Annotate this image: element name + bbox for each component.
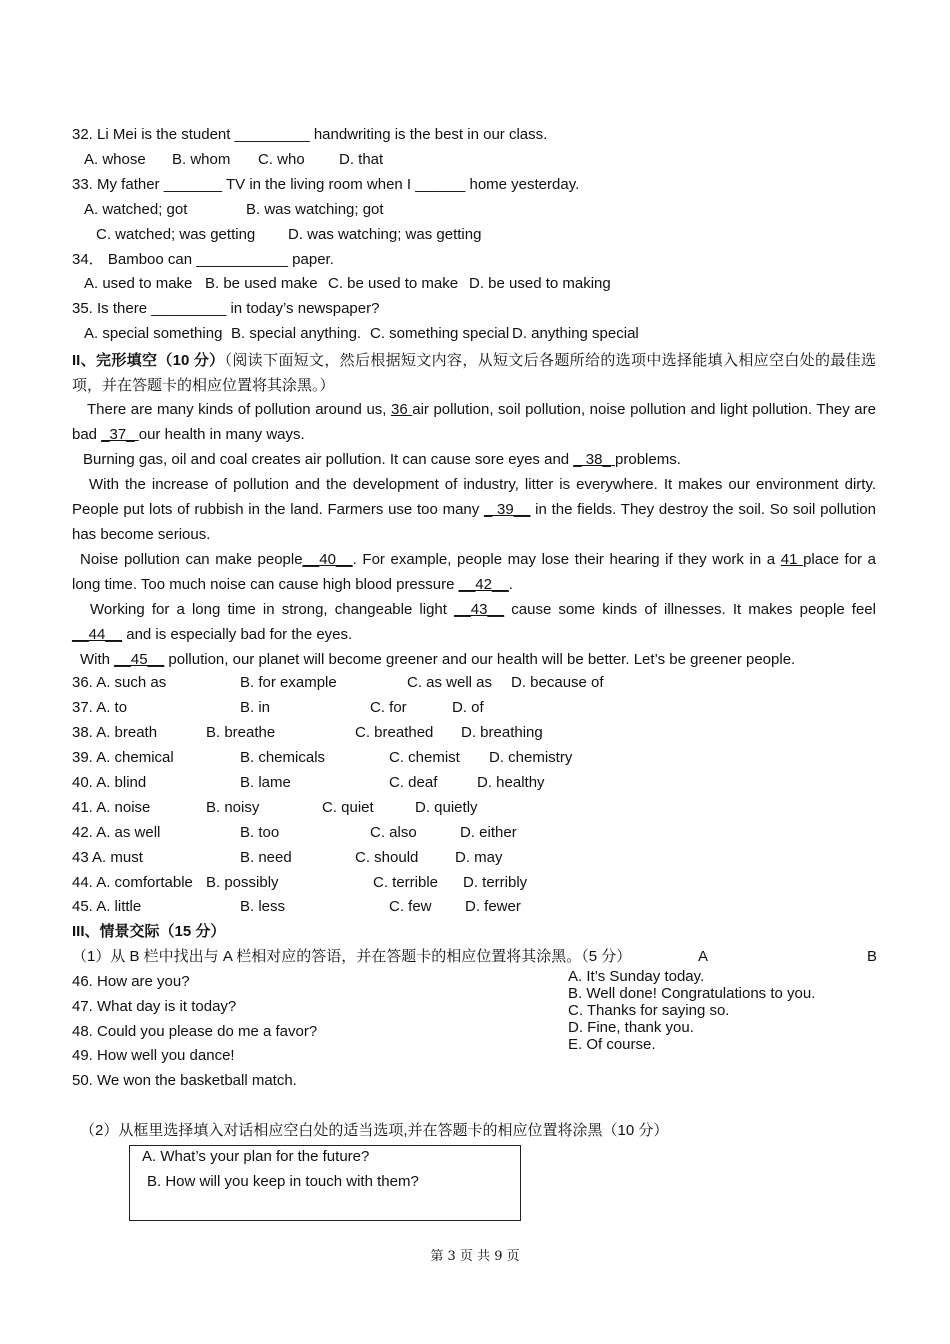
q33-option-c: C. watched; was getting (96, 226, 256, 243)
dialog-question-46: 46. How are you? (72, 973, 190, 990)
cloze-44-a: 44. A. comfortable (72, 874, 193, 891)
passage-text: cause some kinds of illnesses. It makes people feel (504, 601, 876, 618)
answer-option-d: D. Fine, thank you. (568, 1019, 694, 1036)
passage-text: place for a long time. Too much noise can cause high blood pressure (72, 551, 876, 593)
blank-41: 41 (780, 551, 804, 568)
dialog-question-48: 48. Could you please do me a favor? (72, 1023, 318, 1040)
passage-paragraph-4 (72, 547, 876, 597)
cloze-36-d: D. because of (511, 674, 604, 691)
cloze-40-d: D. healthy (477, 774, 545, 791)
box-option-a: A. What’s your plan for the future? (142, 1148, 370, 1165)
q32-option-b: B. whom (172, 151, 231, 168)
cloze-45-b: B. less (240, 898, 286, 915)
section-2-intro (72, 348, 876, 398)
q33-option-b: B. was watching; got (246, 201, 384, 218)
section-2-instruction: （阅读下面短文，然后根据短文内容，从短文后各题所给的选项中选择能填入相应空白处的最佳选项，并在答题卡的相应位置将其涂黑。） (72, 352, 876, 394)
section-3-part1-instruction: （1）从 B 栏中找出与 A 栏相对应的答语，并在答题卡的相应位置将其涂黑。（5 分） (72, 948, 632, 965)
passage-paragraph-3 (72, 472, 876, 547)
passage-text: There are many kinds of pollution around us, (87, 401, 391, 418)
section-2-heading: II、完形填空（10 分） (72, 352, 225, 369)
passage-text: in the fields. They destroy the soil. So soil pollution has become serious. (72, 501, 876, 543)
blank-43: __43__ (454, 601, 505, 618)
box-option-b: B. How will you keep in touch with them? (147, 1173, 419, 1190)
column-a-label: A (698, 948, 709, 965)
answer-option-c: C. Thanks for saying so. (568, 1002, 730, 1019)
q32-option-c: C. who (258, 151, 305, 168)
cloze-38-a: 38. A. breath (72, 724, 158, 741)
cloze-40-a: 40. A. blind (72, 774, 147, 791)
passage-text: Noise pollution can make people (80, 551, 303, 568)
cloze-42-a: 42. A. as well (72, 824, 161, 841)
cloze-45-a: 45. A. little (72, 898, 142, 915)
q34-option-d: D. be used to making (469, 275, 611, 292)
cloze-44-b: B. possibly (206, 874, 279, 891)
question-34-stem: 34． Bamboo can ___________ paper. (72, 251, 334, 268)
column-b-answers (568, 968, 815, 1053)
cloze-44-d: D. terribly (463, 874, 528, 891)
cloze-40-b: B. lame (240, 774, 291, 791)
cloze-37-d: D. of (452, 699, 484, 716)
blank-45: __45__ (114, 651, 165, 668)
cloze-42-d: D. either (460, 824, 517, 841)
passage-text: air pollution, soil pollution, noise pollution and light pollution. They are bad (72, 401, 876, 443)
passage-paragraph-2 (72, 447, 876, 472)
cloze-39-c: C. chemist (389, 749, 460, 766)
blank-39: _ 39__ (483, 501, 531, 518)
dialog-question-49: 49. How well you dance! (72, 1047, 235, 1064)
question-33-stem: 33. My father _______ TV in the living room when I ______ home yesterday. (72, 176, 580, 193)
question-32-stem: 32. Li Mei is the student _________ handwriting is the best in our class. (72, 126, 548, 143)
passage-text: pollution, our planet will become greener and our health will be better. Let’s be greener people. (164, 651, 796, 668)
cloze-43-d: D. may (455, 849, 503, 866)
q35-option-d: D. anything special (512, 325, 639, 342)
q33-option-d: D. was watching; was getting (288, 226, 482, 243)
column-b-label: B (867, 948, 878, 965)
q34-option-b: B. be used make (205, 275, 318, 292)
passage-text: . (508, 576, 513, 593)
cloze-37-c: C. for (370, 699, 407, 716)
dialog-question-50: 50. We won the basketball match. (72, 1072, 297, 1089)
cloze-41-d: D. quietly (415, 799, 478, 816)
cloze-41-b: B. noisy (206, 799, 260, 816)
passage-paragraph-5 (72, 597, 876, 647)
options-box (129, 1145, 521, 1221)
blank-42: __42__ (458, 576, 509, 593)
cloze-36-b: B. for example (240, 674, 337, 691)
cloze-39-a: 39. A. chemical (72, 749, 174, 766)
cloze-41-a: 41. A. noise (72, 799, 151, 816)
section-3-part2-instruction: （2）从框里选择填入对话相应空白处的适当选项,并在答题卡的相应位置将涂黑（10 分） (80, 1122, 669, 1139)
q35-option-c: C. something special (370, 325, 510, 342)
cloze-40-c: C. deaf (389, 774, 438, 791)
cloze-37-b: B. in (240, 699, 271, 716)
page-footer: 第 3 页 共 9 页 (430, 1249, 520, 1264)
passage-text: problems. (615, 451, 681, 468)
cloze-41-c: C. quiet (322, 799, 374, 816)
q32-option-d: D. that (339, 151, 384, 168)
q34-option-a: A. used to make (84, 275, 193, 292)
q34-option-c: C. be used to make (328, 275, 459, 292)
cloze-37-a: 37. A. to (72, 699, 128, 716)
cloze-38-b: B. breathe (206, 724, 276, 741)
cloze-43-b: B. need (240, 849, 292, 866)
passage-text: Working for a long time in strong, changeable light (90, 601, 455, 618)
blank-36: 36 (391, 401, 413, 418)
passage-text: . For example, people may lose their hearing if they work in a (352, 551, 781, 568)
cloze-45-d: D. fewer (465, 898, 521, 915)
q35-option-b: B. special anything. (231, 325, 362, 342)
cloze-44-c: C. terrible (373, 874, 439, 891)
passage-paragraph-1 (72, 397, 876, 447)
cloze-36-a: 36. A. such as (72, 674, 167, 691)
answer-option-a: A. It’s Sunday today. (568, 968, 705, 985)
cloze-45-c: C. few (389, 898, 432, 915)
passage-text: our health in many ways. (138, 426, 305, 443)
blank-38: _ 38_ (573, 451, 616, 468)
cloze-43-c: C. should (355, 849, 419, 866)
passage-text: Burning gas, oil and coal creates air pollution. It can cause sore eyes and (83, 451, 574, 468)
blank-44: __44__ (72, 626, 123, 643)
question-35-stem: 35. Is there _________ in today’s newspaper? (72, 300, 380, 317)
answer-option-b: B. Well done! Congratulations to you. (568, 985, 816, 1002)
passage-text: With (80, 651, 115, 668)
cloze-38-d: D. breathing (461, 724, 543, 741)
cloze-39-b: B. chemicals (240, 749, 326, 766)
passage-text: and is especially bad for the eyes. (122, 626, 353, 643)
cloze-43-a: 43 A. must (72, 849, 143, 866)
cloze-36-c: C. as well as (407, 674, 493, 691)
cloze-39-d: D. chemistry (489, 749, 573, 766)
cloze-42-c: C. also (370, 824, 417, 841)
passage-paragraph-6 (72, 647, 876, 672)
section-3-heading: III、情景交际（15 分） (72, 923, 226, 940)
q35-option-a: A. special something (84, 325, 223, 342)
cloze-38-c: C. breathed (355, 724, 434, 741)
passage-text: With the increase of pollution and the development of industry, litter is everywhere. It makes our environment dirty. People put lots of rubbish in the land. Farmers use too many (72, 476, 876, 518)
blank-37: _37_ (101, 426, 139, 443)
blank-40: __40__ (302, 551, 353, 568)
q33-option-a: A. watched; got (84, 201, 188, 218)
answer-option-e: E. Of course. (568, 1036, 656, 1053)
dialog-question-47: 47. What day is it today? (72, 998, 237, 1015)
cloze-42-b: B. too (240, 824, 280, 841)
q32-option-a: A. whose (84, 151, 146, 168)
